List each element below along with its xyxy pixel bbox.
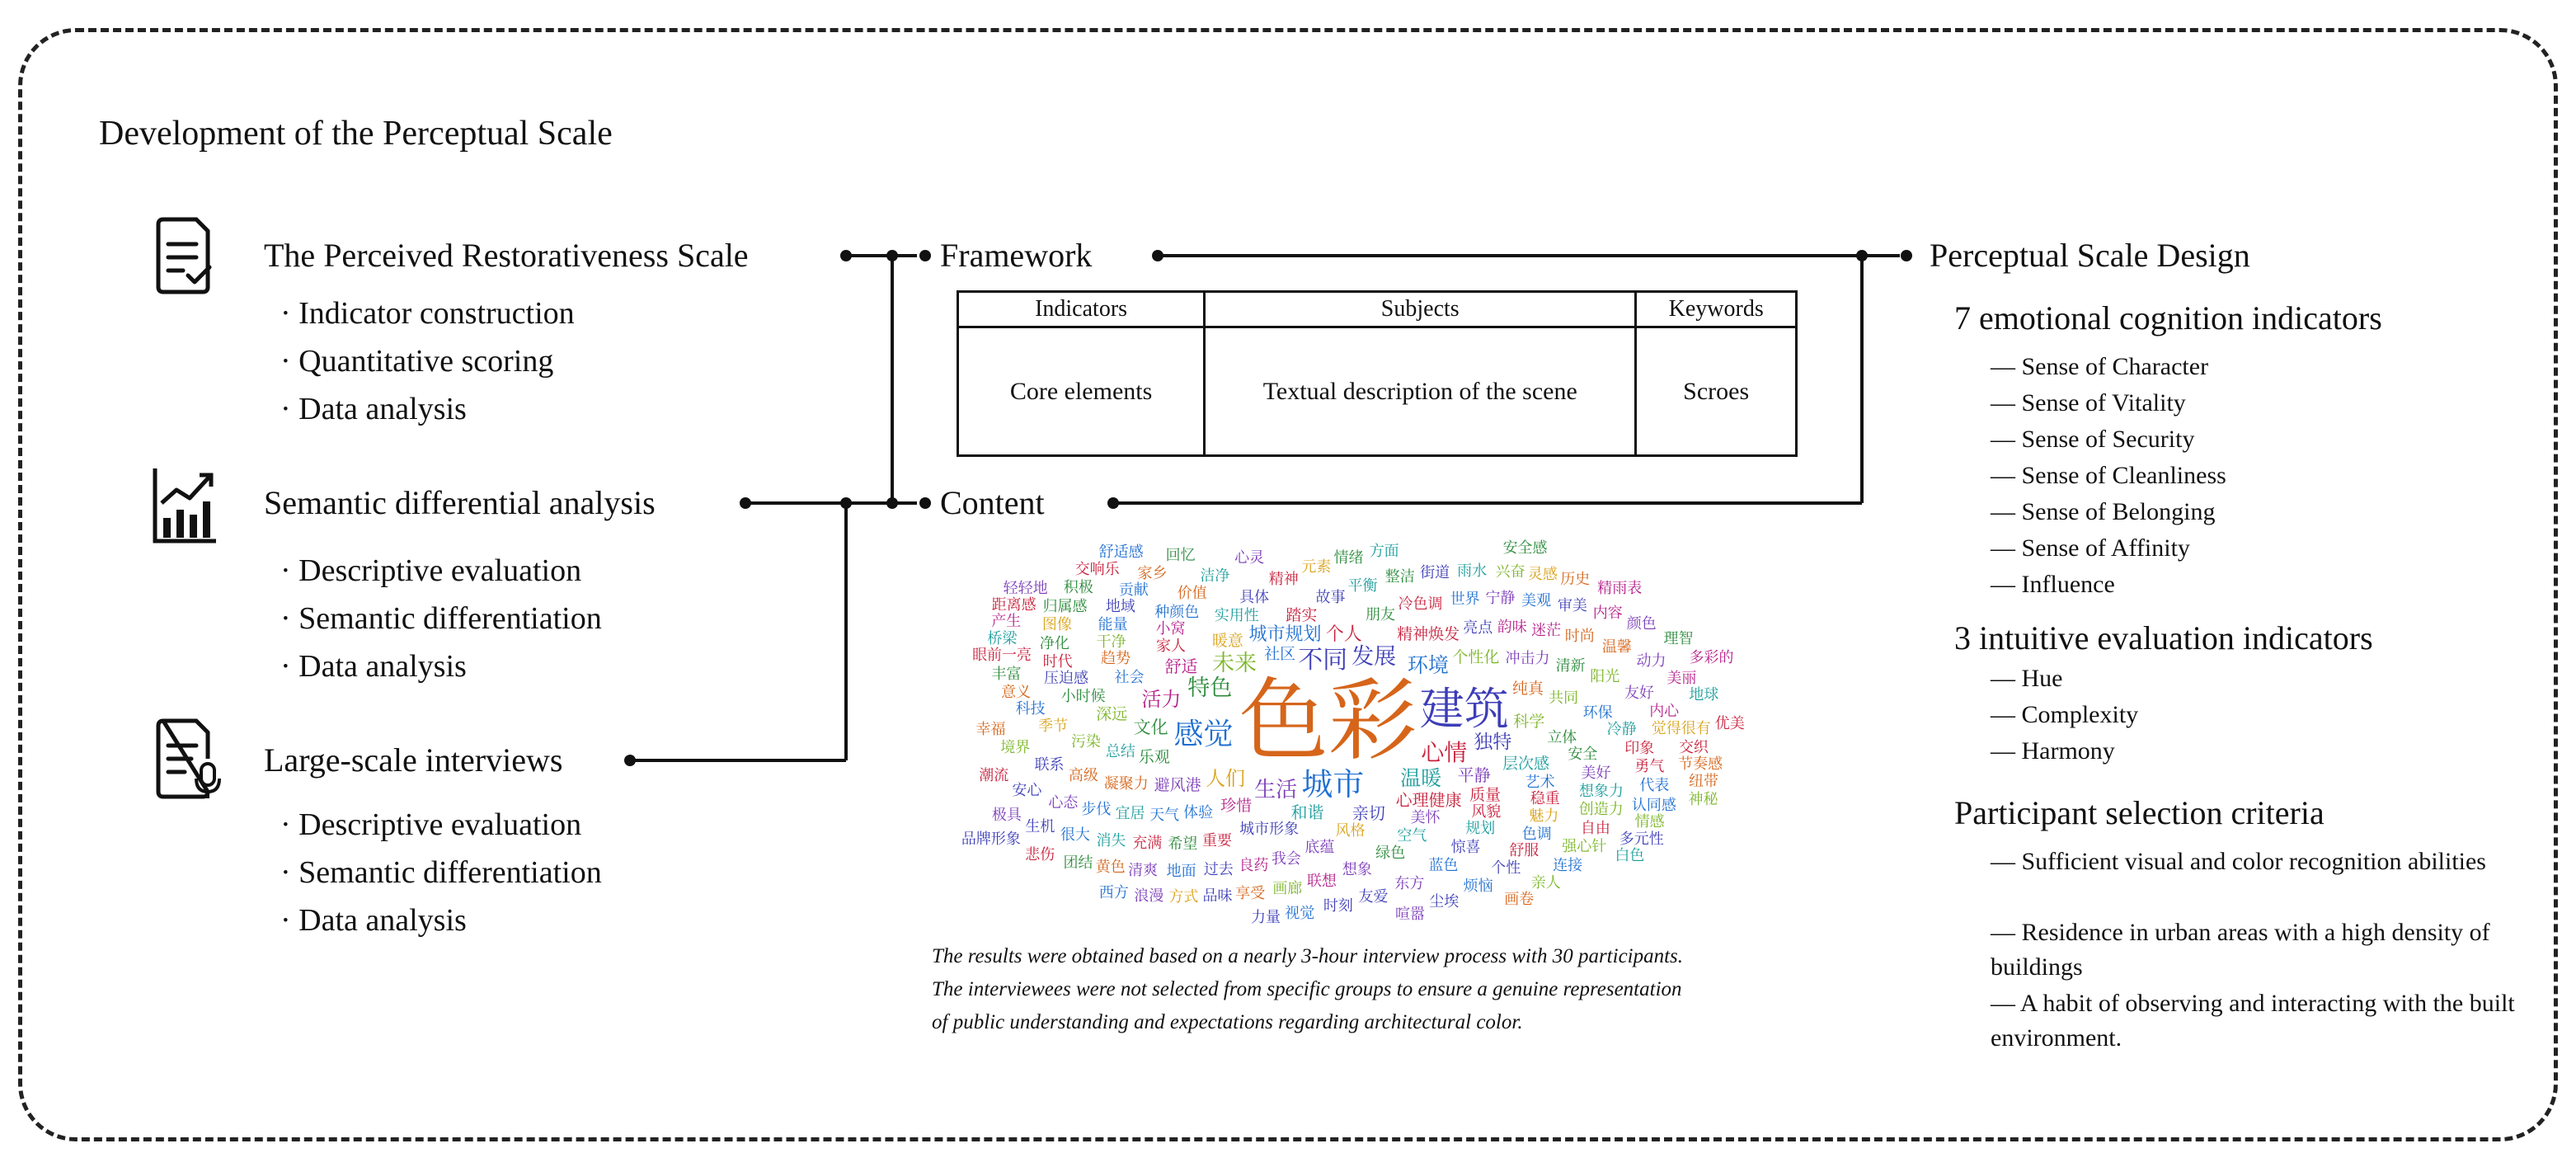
content-heading: Content (940, 484, 1045, 521)
wordcloud-word: 时刻 (1323, 897, 1353, 915)
wordcloud-word: 创造力 (1578, 801, 1624, 819)
wordcloud-word: 环保 (1582, 703, 1613, 722)
wordcloud-word: 宜居 (1115, 805, 1145, 823)
wordcloud-word: 规划 (1465, 820, 1496, 838)
wordcloud-word: 环境 (1407, 652, 1449, 677)
wordcloud-word: 平衡 (1347, 576, 1378, 595)
wordcloud-word: 西方 (1098, 884, 1129, 902)
wordcloud-word: 潮流 (979, 767, 1009, 785)
wordcloud-word: 风格 (1335, 821, 1366, 840)
wordcloud-word: 美丽 (1666, 669, 1697, 687)
wordcloud-word: 印象 (1624, 740, 1655, 758)
wordcloud-word: 过去 (1203, 861, 1234, 879)
wordcloud-word: 元素 (1301, 558, 1332, 576)
wordcloud-word: 理智 (1663, 630, 1694, 648)
wordcloud-word: 安全 (1568, 746, 1598, 764)
wordcloud-word: 方面 (1369, 542, 1399, 560)
wordcloud-word: 绿色 (1375, 844, 1406, 862)
table-row (958, 327, 1797, 456)
list-item: — Harmony (1991, 737, 2115, 765)
wordcloud-word: 压迫感 (1044, 670, 1089, 688)
caption-line: The interviewees were not selected from specific groups to ensure a genuine representation (932, 978, 1682, 1000)
wordcloud-word: 精神焕发 (1397, 625, 1460, 644)
wordcloud-word: 安全感 (1502, 539, 1548, 557)
wordcloud-word: 个人 (1325, 623, 1362, 645)
wordcloud-word: 街道 (1420, 563, 1450, 581)
wordcloud-word: 特色 (1187, 675, 1233, 702)
wordcloud-word: 天气 (1149, 806, 1180, 824)
wordcloud-word: 意义 (1001, 683, 1032, 701)
wordcloud-word: 桥梁 (987, 629, 1018, 647)
wordcloud-word: 趋势 (1101, 650, 1131, 668)
wordcloud-word: 惊喜 (1450, 839, 1481, 857)
wordcloud-word: 魅力 (1529, 807, 1559, 826)
wordcloud-word: 建筑 (1419, 682, 1509, 735)
wordcloud-word: 文化 (1133, 718, 1168, 738)
list-item: — Sense of Cleanliness (1991, 462, 2226, 489)
wordcloud-word: 动力 (1636, 652, 1666, 670)
wordcloud-word: 家乡 (1137, 564, 1168, 582)
diagram-title: Development of the Perceptual Scale (99, 115, 613, 153)
table-header-row (958, 292, 1797, 327)
wordcloud-word: 心情 (1421, 739, 1468, 767)
wordcloud-word: 稳重 (1530, 790, 1560, 808)
wordcloud-word: 生活 (1254, 778, 1298, 803)
wordcloud-word: 小窝 (1155, 620, 1186, 638)
wordcloud-word: 冷色调 (1398, 595, 1443, 614)
wordcloud-word: 安心 (1012, 782, 1042, 800)
wordcloud-word: 审美 (1557, 596, 1587, 614)
wordcloud-word: 想象 (1342, 860, 1372, 878)
wordcloud-word: 城市形象 (1239, 821, 1300, 839)
wordcloud-word: 种颜色 (1154, 603, 1200, 621)
wordcloud-word: 能量 (1098, 615, 1128, 633)
wordcloud-word: 乐观 (1138, 747, 1170, 766)
wordcloud-word: 团结 (1063, 854, 1093, 872)
list-item: — Sense of Vitality (1991, 389, 2186, 416)
wordcloud-word: 宁静 (1485, 589, 1516, 607)
wordcloud-word: 艺术 (1525, 773, 1555, 791)
wordcloud-word: 清爽 (1128, 861, 1159, 879)
wordcloud-word: 深远 (1096, 705, 1128, 724)
wordcloud-word: 色彩 (1239, 669, 1417, 773)
wordcloud-word: 充满 (1132, 835, 1163, 853)
caption-line: The results were obtained based on a nearly 3-hour interview process with 30 participants. (932, 945, 1684, 967)
list-item: — Influence (1991, 571, 2115, 598)
wordcloud-word: 步伐 (1081, 801, 1112, 819)
wordcloud-word: 科学 (1513, 712, 1545, 731)
wordcloud-word: 产生 (991, 613, 1022, 631)
list-item: — Sense of Character (1991, 353, 2209, 380)
wordcloud-word: 认同感 (1631, 797, 1676, 814)
wordcloud-word: 人们 (1206, 767, 1246, 791)
wordcloud-word: 冷静 (1606, 720, 1637, 738)
wordcloud-word: 心灵 (1234, 549, 1265, 567)
wordcloud-word: 价值 (1177, 584, 1207, 602)
wordcloud-word: 发展 (1351, 643, 1397, 670)
wordcloud-word: 美观 (1521, 591, 1552, 609)
wordcloud-word: 和谐 (1290, 802, 1324, 822)
wordcloud-word: 韵味 (1497, 619, 1527, 637)
wordcloud-word: 立体 (1547, 728, 1577, 746)
wordcloud-word: 科技 (1015, 700, 1046, 718)
wordcloud-word: 喧嚣 (1395, 906, 1426, 924)
framework-heading: Framework (940, 237, 1093, 274)
wordcloud-word: 亲切 (1351, 802, 1385, 823)
wordcloud-word: 交织 (1678, 738, 1709, 756)
wordcloud-word: 距离感 (991, 595, 1037, 614)
wordcloud-word: 连接 (1553, 856, 1583, 874)
list-item: — Residence in urban areas with a high density of buildings (1991, 919, 2490, 981)
wordcloud-word: 色调 (1521, 825, 1552, 843)
table-header-cell: Keywords (1636, 292, 1797, 327)
group-title-participants: Participant selection criteria (1954, 794, 2325, 831)
wordcloud-word: 很大 (1060, 826, 1090, 844)
wordcloud-word: 独特 (1474, 732, 1512, 754)
wordcloud-word: 方式 (1168, 888, 1199, 906)
wordcloud-word: 踏实 (1286, 606, 1318, 624)
table-cell: Core elements (958, 327, 1205, 456)
bullet-item: · Descriptive evaluation (280, 553, 582, 588)
wordcloud-word: 蓝色 (1428, 856, 1459, 874)
list-item: — Complexity (1991, 701, 2139, 728)
wordcloud-word: 画卷 (1504, 891, 1535, 909)
list-item: — Sense of Belonging (1991, 498, 2216, 525)
wordcloud-word: 不同 (1298, 646, 1348, 675)
wordcloud-word: 冲击力 (1505, 649, 1550, 667)
wordcloud-word: 阳光 (1590, 668, 1620, 686)
wordcloud-word: 舒适 (1164, 656, 1198, 676)
wordcloud-word: 温暖 (1400, 766, 1442, 791)
wordcloud-word: 内心 (1649, 703, 1680, 721)
wordcloud-word: 联系 (1034, 755, 1065, 774)
wordcloud-word: 感觉 (1173, 717, 1234, 751)
wordcloud-word: 避风港 (1154, 776, 1201, 795)
table-header-cell: Subjects (1205, 292, 1636, 327)
wordcloud-word: 灵感 (1527, 565, 1558, 583)
wordcloud-word: 城市 (1301, 766, 1365, 803)
wordcloud-word: 季节 (1038, 717, 1069, 735)
table-cell: Scroes (1636, 327, 1797, 456)
word-cloud (961, 540, 1839, 928)
wordcloud-word: 舒适感 (1098, 544, 1144, 562)
wordcloud-word: 故事 (1315, 589, 1346, 607)
wordcloud-word: 消失 (1096, 831, 1126, 849)
wordcloud-word: 清新 (1555, 656, 1586, 675)
wordcloud-word: 层次感 (1502, 754, 1550, 773)
wordcloud-word: 个性化 (1452, 647, 1500, 666)
wordcloud-word: 眼前一亮 (972, 646, 1032, 664)
wordcloud-word: 归属感 (1042, 597, 1088, 615)
wordcloud-word: 实用性 (1214, 606, 1259, 624)
wordcloud-word: 悲伤 (1025, 845, 1055, 863)
section-heading-prs: The Perceived Restorativeness Scale (264, 237, 749, 274)
wordcloud-word: 图像 (1041, 616, 1072, 634)
wordcloud-word: 多元性 (1619, 830, 1664, 848)
bullet-item: · Indicator construction (280, 296, 575, 331)
wordcloud-word: 活力 (1141, 687, 1182, 711)
wordcloud-word: 多彩的 (1689, 648, 1734, 666)
group-title-intuitive: 3 intuitive evaluation indicators (1954, 619, 2373, 656)
wordcloud-word: 觉得很有 (1651, 720, 1711, 738)
wordcloud-word: 极具 (991, 807, 1022, 825)
wordcloud-word: 生机 (1025, 817, 1055, 835)
wordcloud-word: 情感 (1634, 813, 1665, 831)
wordcloud-word: 舒服 (1509, 842, 1539, 860)
wordcloud-word: 精神 (1268, 571, 1299, 589)
wordcloud-word: 平静 (1457, 765, 1491, 786)
wordcloud-word: 联想 (1306, 872, 1337, 890)
table-cell: Textual description of the scene (1205, 327, 1636, 456)
wordcloud-word: 纽带 (1689, 773, 1719, 791)
wordcloud-word: 希望 (1168, 835, 1198, 853)
wordcloud-word: 美怀 (1410, 808, 1441, 826)
wordcloud-word: 城市规划 (1248, 623, 1322, 645)
bullet-item: · Data analysis (280, 649, 467, 684)
wordcloud-word: 美好 (1581, 765, 1611, 783)
wordcloud-word: 品牌形象 (961, 831, 1021, 849)
wordcloud-word: 颜色 (1626, 614, 1657, 633)
caption-line: of public understanding and expectations regarding architectural color. (932, 1011, 1523, 1033)
wordcloud-word: 积极 (1063, 579, 1093, 597)
bullet-item: · Quantitative scoring (280, 344, 554, 379)
wordcloud-word: 视觉 (1285, 904, 1315, 922)
wordcloud-word: 强心针 (1562, 838, 1607, 856)
wordcloud-word: 空气 (1397, 827, 1427, 845)
wordcloud-word: 内容 (1592, 605, 1623, 623)
wordcloud-word: 节奏感 (1678, 755, 1723, 774)
list-item: — Sense of Affinity (1991, 534, 2190, 562)
wordcloud-word: 黄色 (1095, 859, 1126, 877)
bullet-item: · Data analysis (280, 392, 467, 426)
wordcloud-word: 代表 (1639, 777, 1670, 794)
wordcloud-word: 总结 (1105, 743, 1135, 761)
framework-table (957, 290, 1798, 457)
wordcloud-word: 神秘 (1688, 790, 1718, 808)
wordcloud-word: 污染 (1071, 733, 1102, 751)
wordcloud-word: 具体 (1239, 588, 1270, 606)
wordcloud-word: 烦恼 (1463, 877, 1493, 895)
wordcloud-word: 共同 (1549, 689, 1579, 707)
wordcloud-word: 朋友 (1365, 606, 1395, 624)
wordcloud-word: 干净 (1096, 633, 1126, 651)
bullet-item: · Data analysis (280, 903, 467, 938)
wordcloud-word: 家人 (1156, 637, 1187, 655)
wordcloud-word: 享受 (1235, 885, 1266, 903)
wordcloud-word: 丰富 (991, 666, 1022, 683)
wordcloud-word: 东方 (1394, 874, 1425, 892)
wordcloud-word: 亮点 (1463, 619, 1493, 637)
wordcloud-word: 风貌 (1471, 802, 1502, 821)
wordcloud-word: 温馨 (1601, 638, 1632, 656)
wordcloud-word: 质量 (1469, 785, 1502, 804)
wordcloud-word: 幸福 (975, 721, 1006, 739)
wordcloud-word: 小时候 (1060, 688, 1106, 706)
wordcloud-word: 社会 (1114, 669, 1145, 687)
wordcloud-word: 友好 (1624, 685, 1654, 703)
list-item: — Hue (1991, 665, 2063, 692)
list-item: — Sufficient visual and color recognition abilities (1991, 848, 2486, 875)
wordcloud-word: 交响乐 (1074, 561, 1120, 579)
wordcloud-word: 白色 (1615, 847, 1645, 865)
bullet-item: · Semantic differentiation (280, 855, 602, 890)
wordcloud-word: 良药 (1239, 856, 1269, 874)
wordcloud-word: 地球 (1689, 686, 1719, 704)
wordcloud-word: 品味 (1202, 887, 1233, 906)
wordcloud-word: 重要 (1202, 832, 1232, 850)
wordcloud-word: 心理健康 (1395, 790, 1462, 811)
wordcloud-word: 暖意 (1211, 632, 1243, 651)
wordcloud-word: 珍惜 (1220, 796, 1253, 815)
wordcloud-word: 画廊 (1272, 879, 1303, 897)
wordcloud-word: 体验 (1183, 804, 1214, 822)
wordcloud-word: 力量 (1250, 908, 1281, 926)
wordcloud-word: 优美 (1714, 714, 1745, 732)
wordcloud-word: 亲人 (1530, 873, 1561, 892)
wordcloud-word: 整洁 (1384, 568, 1415, 586)
wordcloud-word: 尘埃 (1429, 893, 1460, 911)
list-item: — A habit of observing and interacting with the built environment. (1991, 990, 2515, 1052)
group-title-emotional: 7 emotional cognition indicators (1954, 299, 2382, 336)
wordcloud-word: 贡献 (1118, 581, 1149, 599)
wordcloud-word: 兴奋 (1495, 562, 1525, 581)
table-header-cell: Indicators (958, 292, 1205, 327)
wordcloud-word: 未来 (1212, 650, 1257, 676)
wordcloud-word: 想象力 (1578, 782, 1624, 800)
wordcloud-word: 时尚 (1564, 628, 1595, 646)
wordcloud-word: 情绪 (1333, 548, 1364, 567)
perceptual-scale-design-heading: Perceptual Scale Design (1930, 237, 2250, 274)
list-item: — Sense of Security (1991, 426, 2195, 453)
wordcloud-word: 地面 (1166, 863, 1196, 881)
wordcloud-word: 回忆 (1165, 546, 1196, 564)
wordcloud-word: 凝聚力 (1103, 774, 1149, 793)
wordcloud-word: 浪漫 (1134, 887, 1164, 905)
wordcloud-word: 勇气 (1634, 757, 1665, 775)
wordcloud-word: 精雨表 (1597, 580, 1643, 598)
bullet-item: · Descriptive evaluation (280, 807, 582, 842)
wordcloud-word: 心态 (1048, 793, 1079, 812)
wordcloud-word: 世界 (1450, 590, 1480, 608)
wordcloud-word: 我会 (1271, 849, 1301, 868)
wordcloud-word: 净化 (1039, 634, 1069, 652)
wordcloud-word: 雨水 (1457, 562, 1488, 580)
wordcloud-word: 时代 (1042, 652, 1073, 671)
wordcloud-word: 社区 (1264, 644, 1296, 663)
wordcloud-word: 境界 (1000, 738, 1031, 756)
wordcloud-word: 高级 (1068, 767, 1098, 785)
section-heading-interviews: Large-scale interviews (264, 741, 563, 779)
wordcloud-word: 友爱 (1358, 887, 1389, 906)
section-heading-semantic: Semantic differential analysis (264, 484, 656, 521)
wordcloud-word: 个性 (1491, 859, 1521, 877)
bullet-item: · Semantic differentiation (280, 601, 602, 636)
wordcloud-word: 自由 (1580, 819, 1610, 837)
wordcloud-word: 洁净 (1200, 567, 1230, 585)
wordcloud-word: 地域 (1105, 598, 1135, 616)
wordcloud-word: 纯真 (1511, 680, 1544, 699)
wordcloud-word: 底蕴 (1304, 839, 1335, 856)
wordcloud-word: 历史 (1560, 570, 1591, 588)
wordcloud-word: 轻轻地 (1003, 579, 1048, 597)
wordcloud-word: 迷茫 (1531, 621, 1562, 639)
